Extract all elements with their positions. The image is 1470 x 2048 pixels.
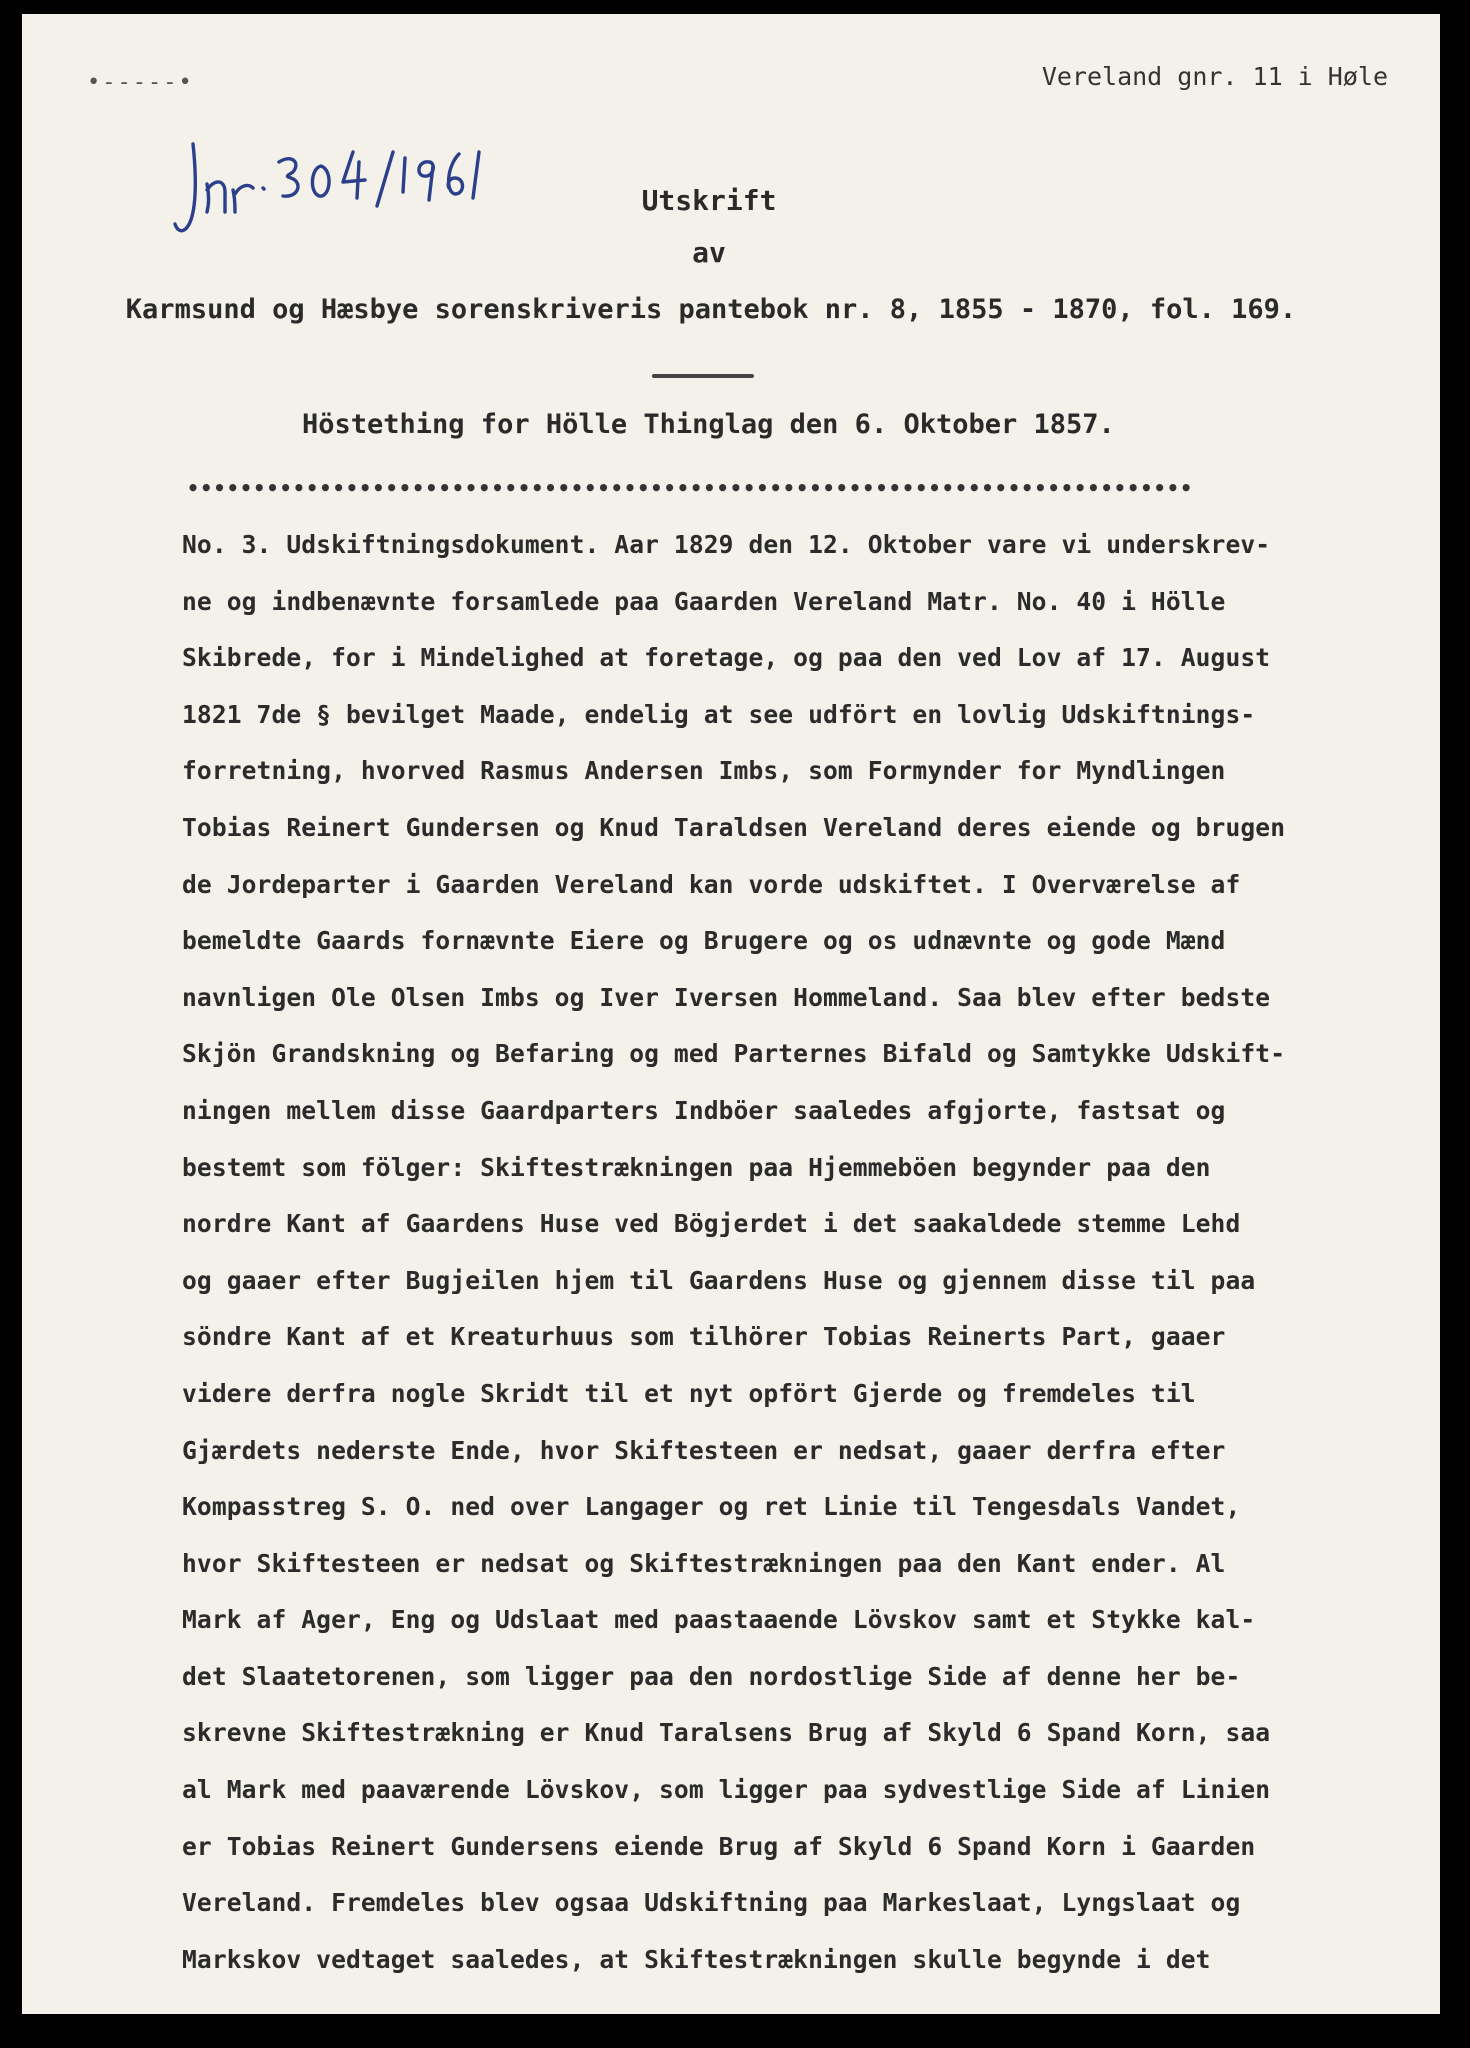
text-line: navnligen Ole Olsen Imbs og Iver Iversen Hommeland. Saa blev efter bedste [182,982,1271,1012]
text-line: Tobias Reinert Gundersen og Knud Taraldsen Vereland deres eiende og brugen [182,812,1286,842]
text-line: 1821 7de § bevilget Maade, endelig at see udfört en lovlig Udskiftnings- [182,699,1256,729]
title-utskrift: Utskrift [641,184,777,217]
text-line: og gaaer efter Bugjeilen hjem til Gaardens Huse og gjennem disse til paa [182,1265,1256,1295]
title-source: Karmsund og Hæsbye sorenskriveris pantebok nr. 8, 1855 - 1870, fol. 169. [125,294,1297,325]
dotted-rule: •••••••••••••••••••••••••••••••••••••••••••••••••••••••••••••••••••••••••••• [187,476,1194,500]
text-line: söndre Kant af et Kreaturhuus som tilhörer Tobias Reinerts Part, gaaer [182,1322,1226,1352]
text-line: bemeldte Gaards fornævnte Eiere og Brugere og os udnævnte og gode Mænd [182,926,1226,956]
text-line: Markskov vedtaget saaledes, at Skiftestrækningen skulle begynde i det [182,1944,1211,1974]
top-left-marks: •-----• [87,70,194,95]
text-line: ningen mellem disse Gaardparters Indböer saaledes afgjorte, fastsat og [182,1095,1226,1125]
text-line: Kompasstreg S. O. ned over Langager og ret Linie til Tengesdals Vandet, [182,1492,1241,1522]
text-line: Gjærdets nederste Ende, hvor Skiftesteen er nedsat, gaaer derfra efter [182,1435,1226,1465]
text-line: ne og indbenævnte forsamlede paa Gaarden Vereland Matr. No. 40 i Hölle [182,586,1226,616]
text-line: Skibrede, for i Mindelighed at foretage, og paa den ved Lov af 17. August [182,643,1271,673]
title-divider [652,374,754,378]
text-line: hvor Skiftesteen er nedsat og Skiftestrækningen paa den Kant ender. Al [182,1548,1226,1578]
text-line: Mark af Ager, Eng og Udslaat med paastaaende Lövskov samt et Stykke kal- [182,1605,1256,1635]
text-line: nordre Kant af Gaardens Huse ved Bögjerdet i det saakaldede stemme Lehd [182,1209,1241,1239]
text-line: videre derfra nogle Skridt til et nyt opfört Gjerde og fremdeles til [182,1378,1196,1408]
transcript-body [182,517,1440,1988]
text-line: bestemt som fölger: Skiftestrækningen paa Hjemmeböen begynder paa den [182,1152,1211,1182]
document-page [22,14,1440,2014]
text-line: Skjön Grandskning og Befaring og med Parternes Bifald og Samtykke Udskift- [182,1039,1286,1069]
property-reference: Vereland gnr. 11 i Høle [1041,62,1388,91]
text-line: al Mark med paaværende Lövskov, som ligger paa sydvestlige Side af Linien [182,1775,1271,1805]
text-line: det Slaatetorenen, som ligger paa den nordostlige Side af denne her be- [182,1661,1241,1691]
text-line: Vereland. Fremdeles blev ogsaa Udskiftning paa Markeslaat, Lyngslaat og [182,1888,1241,1918]
text-line: er Tobias Reinert Gundersens eiende Brug af Skyld 6 Spand Korn i Gaarden [182,1831,1256,1861]
session-heading: Höstething for Hölle Thinglag den 6. Oktober 1857. [302,409,1115,440]
text-line: de Jordeparter i Gaarden Vereland kan vorde udskiftet. I Overværelse af [182,869,1241,899]
text-line: forretning, hvorved Rasmus Andersen Imbs, som Formynder for Myndlingen [182,756,1226,786]
title-av: av [692,236,726,269]
text-line: No. 3. Udskiftningsdokument. Aar 1829 den 12. Oktober vare vi underskrev- [182,530,1271,559]
text-line: skrevne Skiftestrækning er Knud Taralsens Brug af Skyld 6 Spand Korn, saa [182,1718,1271,1748]
